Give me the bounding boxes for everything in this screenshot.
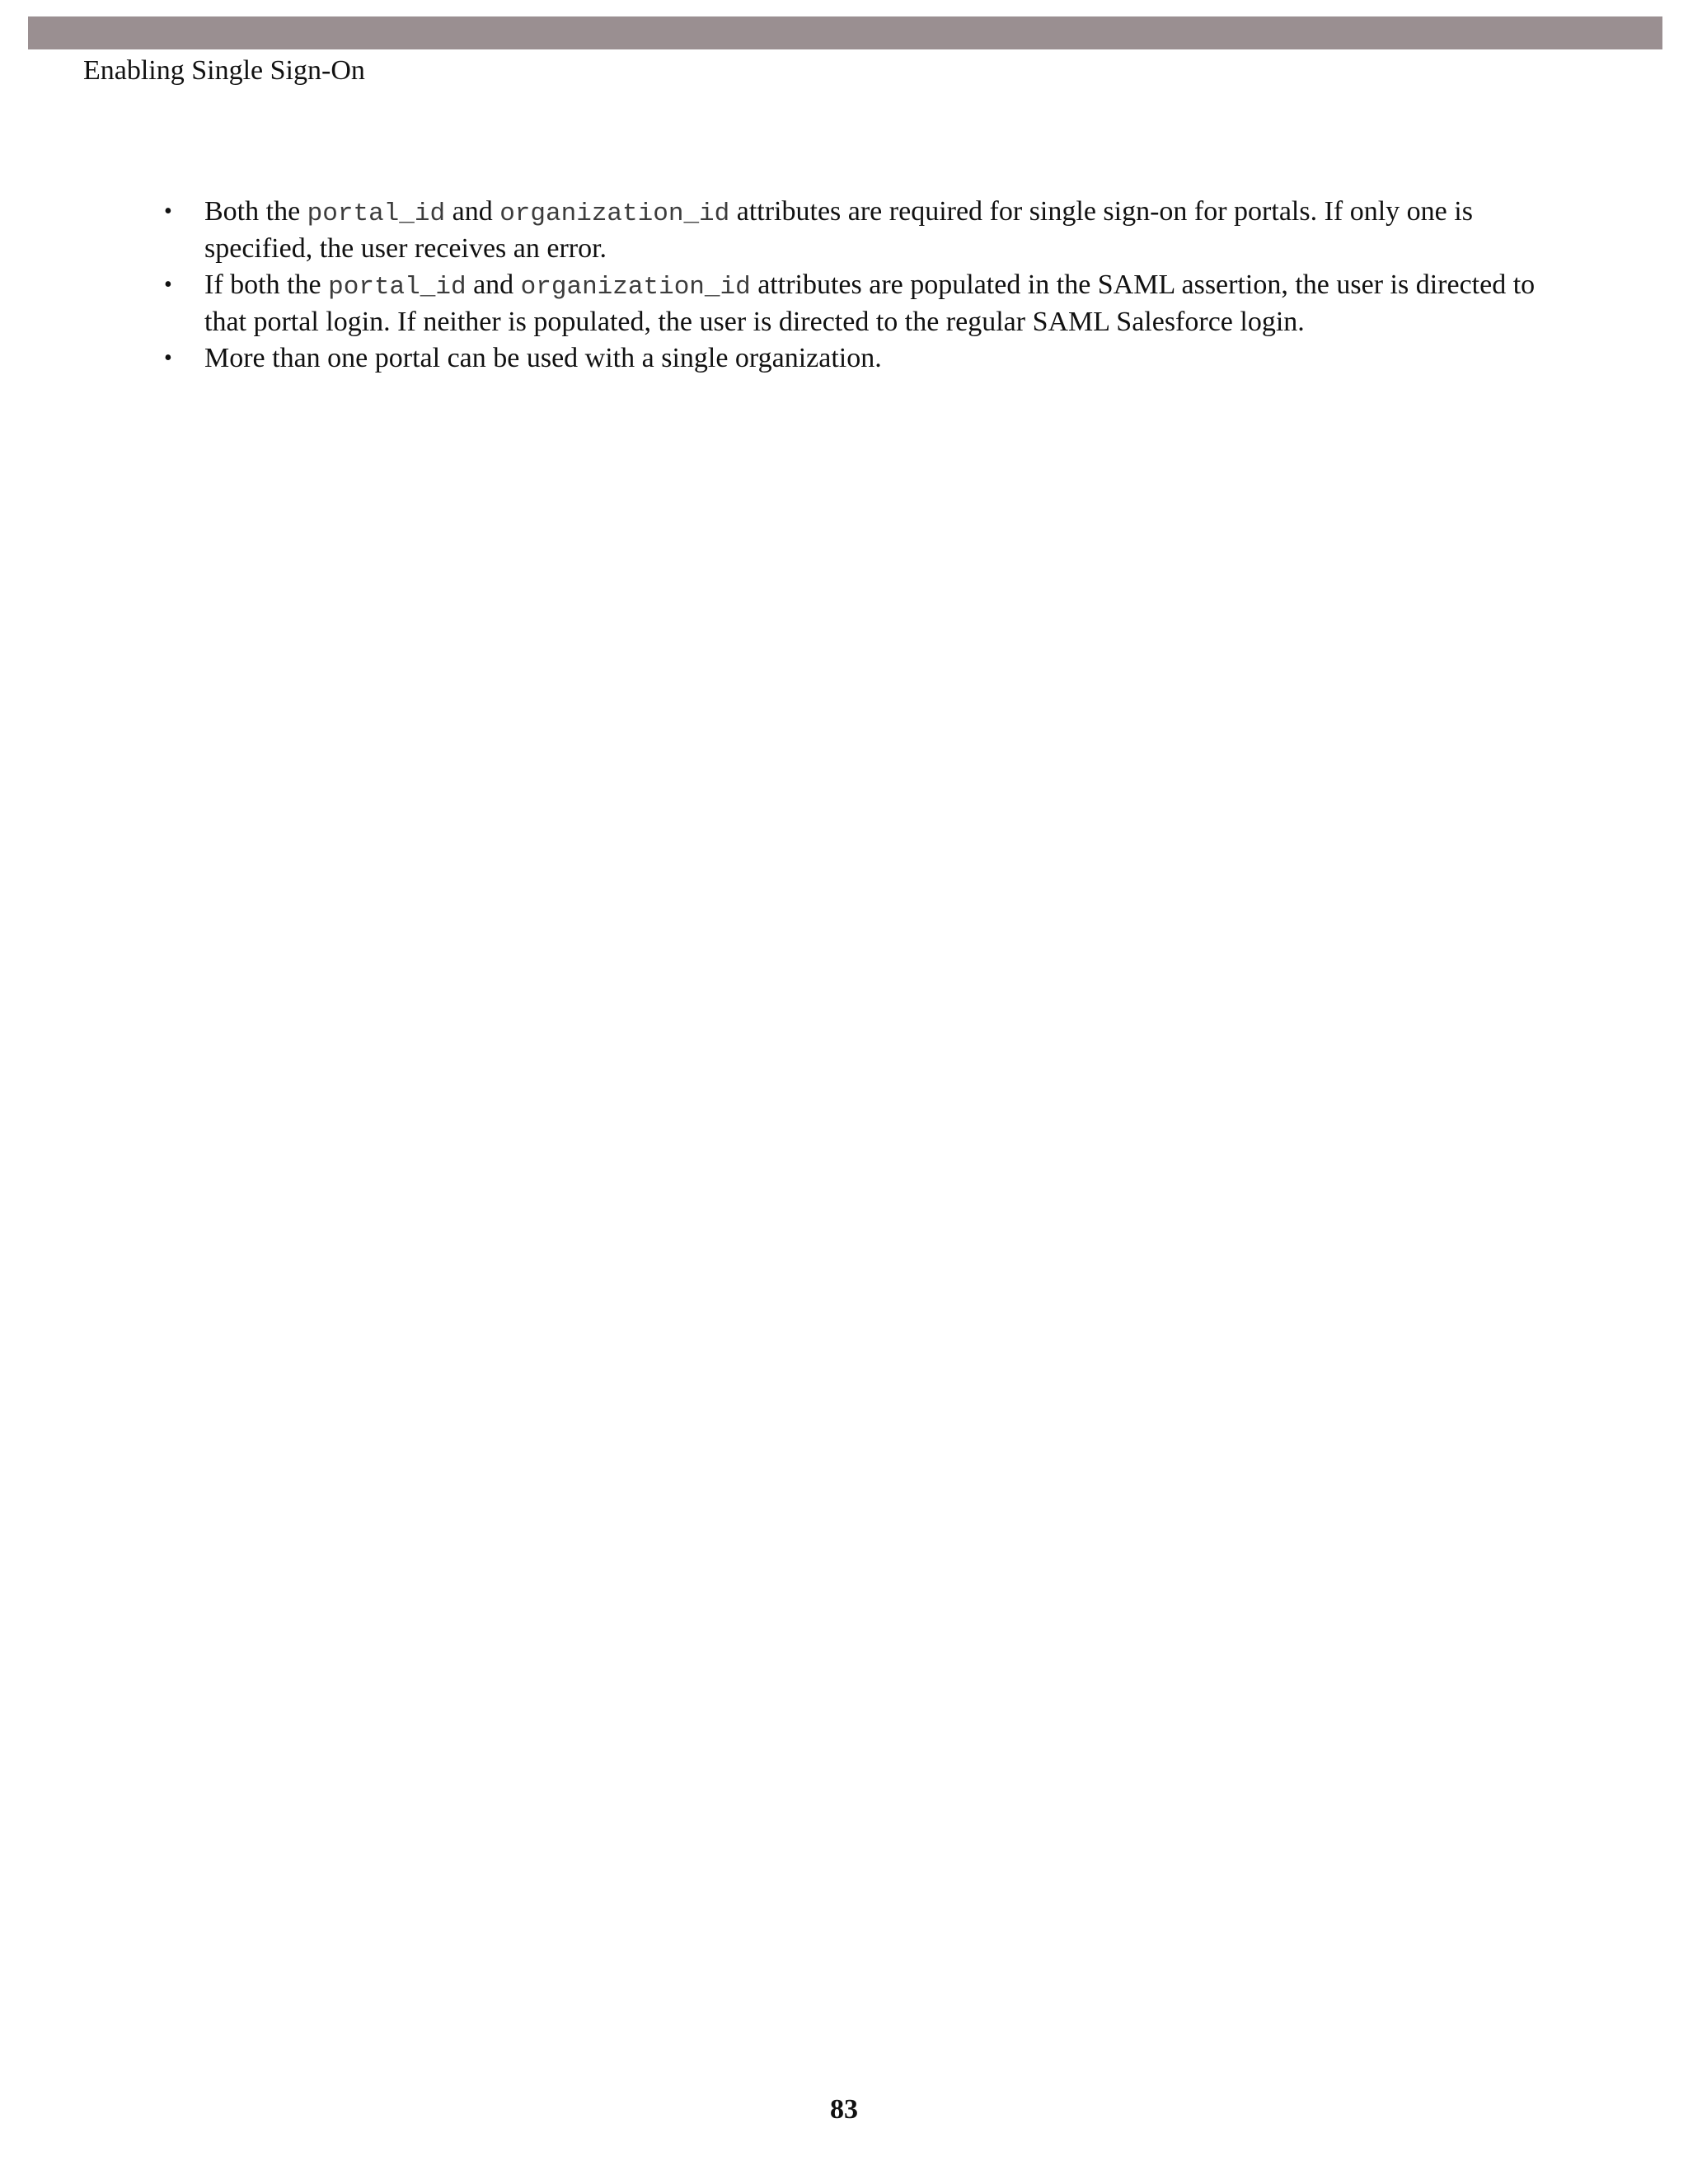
bullet-text: More than one portal can be used with a single organization. bbox=[204, 343, 882, 373]
bullet-icon: • bbox=[164, 345, 172, 371]
bullet-list bbox=[0, 194, 1688, 376]
list-item bbox=[0, 268, 1540, 340]
header-bar bbox=[28, 16, 1662, 49]
list-item bbox=[0, 194, 1540, 266]
running-header-title: Enabling Single Sign-On bbox=[83, 55, 365, 86]
bullet-text: and bbox=[466, 269, 521, 300]
bullet-text: Both the bbox=[204, 196, 307, 227]
bullet-text: If both the bbox=[204, 269, 329, 300]
code-term: portal_id bbox=[328, 273, 467, 302]
bullet-text: and bbox=[445, 196, 500, 227]
bullet-icon: • bbox=[164, 272, 172, 298]
code-term: organization_id bbox=[499, 199, 730, 228]
bullet-text: attributes are populated in the SAML assertion, the user is directed to that portal login. If neither is populated, the user is directed to the regular SAML Salesforce login. bbox=[204, 269, 1536, 337]
bullet-icon: • bbox=[164, 199, 172, 224]
code-term: portal_id bbox=[307, 199, 446, 228]
page-number: 83 bbox=[830, 2094, 858, 2125]
list-item bbox=[0, 341, 1540, 376]
bullet-text: attributes are required for single sign-on for portals. If only one is specified, the user receives an error. bbox=[204, 196, 1473, 264]
code-term: organization_id bbox=[520, 273, 751, 302]
